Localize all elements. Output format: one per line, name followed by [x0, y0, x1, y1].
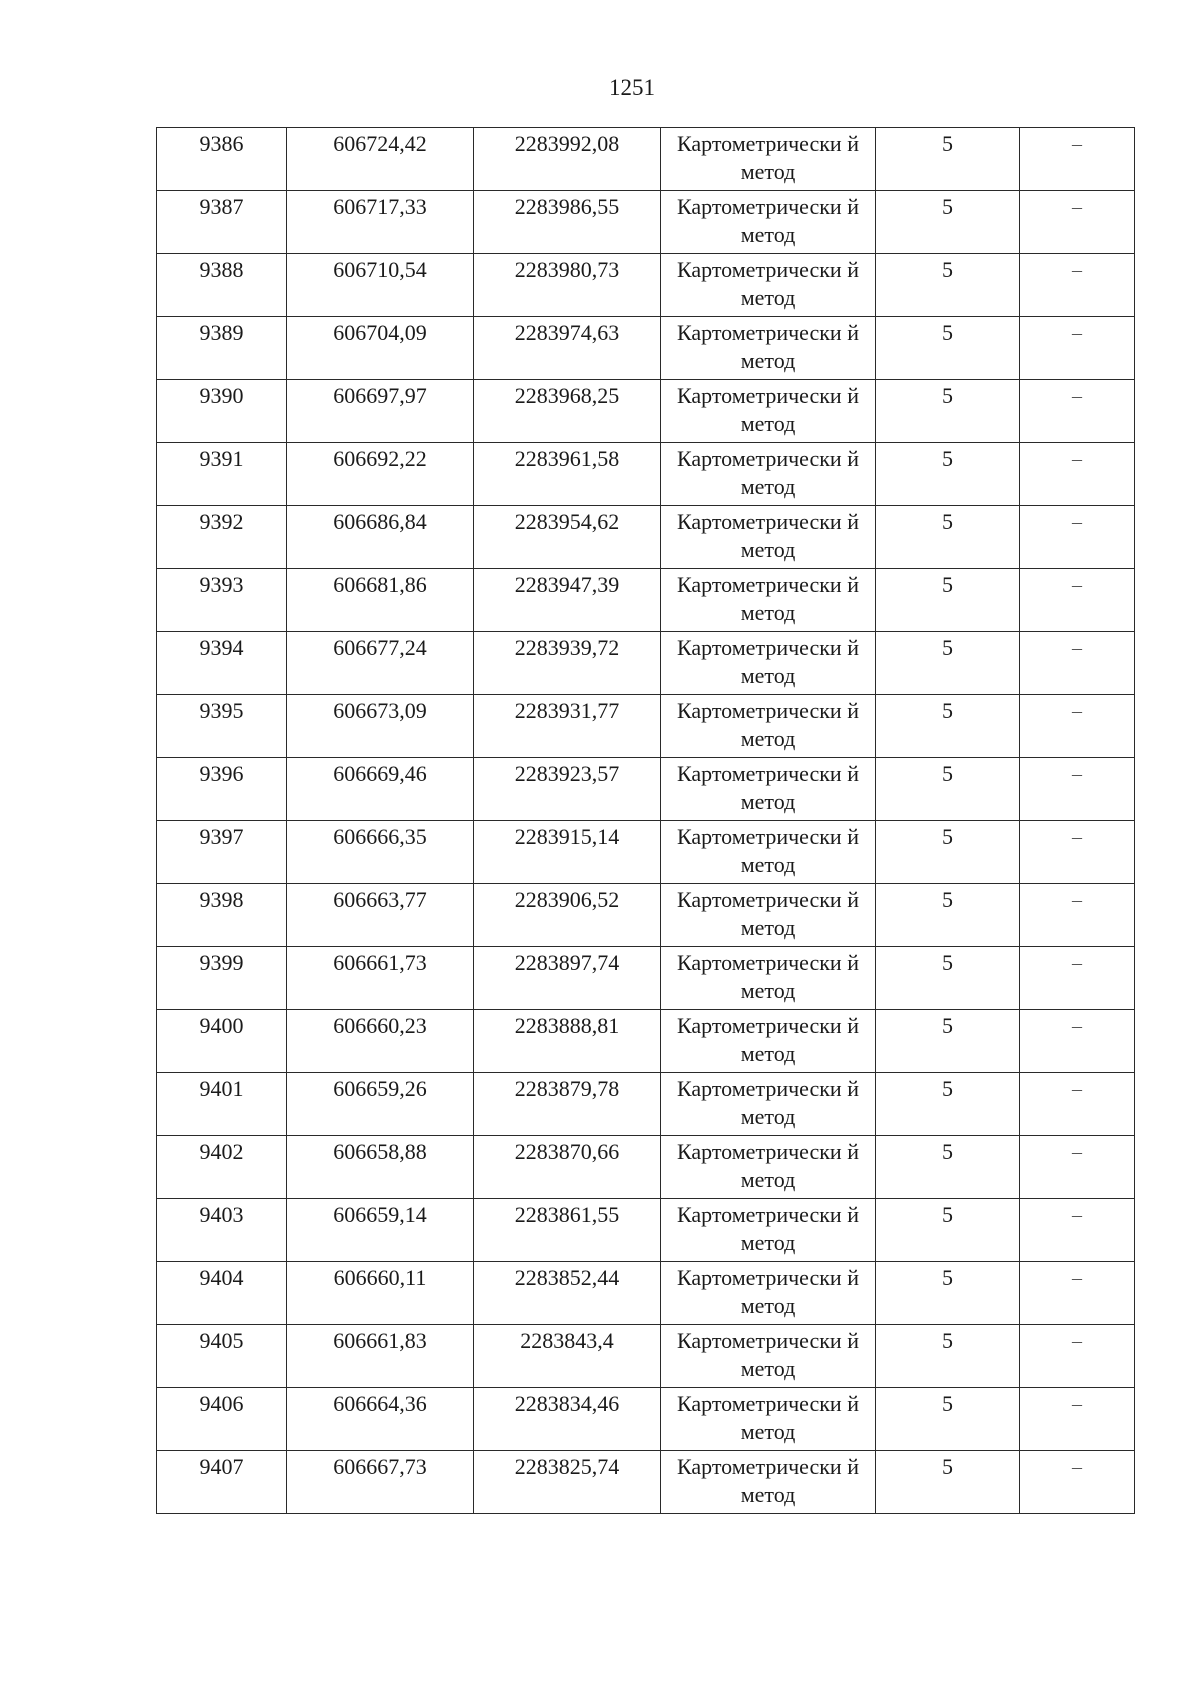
point-id-cell [157, 695, 287, 758]
method-cell [661, 569, 876, 632]
accuracy-cell-text: 5 [942, 257, 953, 282]
note-cell-text: – [1072, 1078, 1082, 1100]
y-coordinate-cell-text: 2283954,62 [514, 509, 620, 534]
point-id-cell [157, 191, 287, 254]
y-coordinate-cell-text: 2283888,81 [514, 1013, 620, 1038]
note-cell-text: – [1072, 133, 1082, 155]
method-cell [661, 884, 876, 947]
point-id-cell [157, 1136, 287, 1199]
method-cell-text: Картометрически й метод [677, 1265, 859, 1318]
method-cell [661, 821, 876, 884]
method-cell-text: Картометрически й метод [677, 446, 859, 499]
x-coordinate-cell-text: 606677,24 [333, 635, 427, 660]
point-id-cell-text: 9404 [199, 1265, 244, 1290]
x-coordinate-cell-text: 606666,35 [333, 824, 427, 849]
accuracy-cell-text: 5 [942, 131, 953, 156]
note-cell-text: – [1072, 637, 1082, 659]
y-coordinate-cell-text: 2283870,66 [514, 1139, 620, 1164]
table-row [157, 1451, 1135, 1514]
accuracy-cell [876, 191, 1020, 254]
note-cell-text: – [1072, 448, 1082, 470]
note-cell [1020, 569, 1135, 632]
y-coordinate-cell [474, 695, 661, 758]
table-row [157, 317, 1135, 380]
note-cell-text: – [1072, 322, 1082, 344]
point-id-cell [157, 632, 287, 695]
note-cell [1020, 695, 1135, 758]
y-coordinate-cell-text: 2283834,46 [514, 1391, 620, 1416]
note-cell [1020, 1136, 1135, 1199]
table-row [157, 947, 1135, 1010]
point-id-cell-text: 9401 [199, 1076, 244, 1101]
point-id-cell [157, 1451, 287, 1514]
y-coordinate-cell [474, 128, 661, 191]
method-cell [661, 254, 876, 317]
method-cell-text: Картометрически й метод [677, 509, 859, 562]
x-coordinate-cell-text: 606669,46 [333, 761, 427, 786]
x-coordinate-cell [287, 1262, 474, 1325]
y-coordinate-cell [474, 569, 661, 632]
table-row [157, 254, 1135, 317]
note-cell-text: – [1072, 1204, 1082, 1226]
method-cell-text: Картометрически й метод [677, 1391, 859, 1444]
method-cell [661, 506, 876, 569]
method-cell-text: Картометрически й метод [677, 635, 859, 688]
point-id-cell-text: 9386 [199, 131, 244, 156]
method-cell-text: Картометрически й метод [677, 1202, 859, 1255]
x-coordinate-cell-text: 606659,14 [333, 1202, 427, 1227]
note-cell [1020, 947, 1135, 1010]
x-coordinate-cell-text: 606724,42 [333, 131, 427, 156]
note-cell-text: – [1072, 700, 1082, 722]
y-coordinate-cell [474, 1136, 661, 1199]
accuracy-cell-text: 5 [942, 446, 953, 471]
method-cell-text: Картометрически й метод [677, 257, 859, 310]
y-coordinate-cell [474, 1388, 661, 1451]
accuracy-cell [876, 1073, 1020, 1136]
accuracy-cell [876, 1451, 1020, 1514]
method-cell-text: Картометрически й метод [677, 131, 859, 184]
accuracy-cell [876, 695, 1020, 758]
x-coordinate-cell-text: 606659,26 [333, 1076, 427, 1101]
method-cell [661, 758, 876, 821]
accuracy-cell-text: 5 [942, 1265, 953, 1290]
x-coordinate-cell [287, 821, 474, 884]
point-id-cell-text: 9402 [199, 1139, 244, 1164]
point-id-cell [157, 1010, 287, 1073]
x-coordinate-cell [287, 569, 474, 632]
accuracy-cell [876, 884, 1020, 947]
note-cell-text: – [1072, 1267, 1082, 1289]
y-coordinate-cell-text: 2283968,25 [514, 383, 620, 408]
table-row [157, 758, 1135, 821]
accuracy-cell-text: 5 [942, 194, 953, 219]
point-id-cell-text: 9388 [199, 257, 244, 282]
point-id-cell-text: 9390 [199, 383, 244, 408]
x-coordinate-cell-text: 606692,22 [333, 446, 427, 471]
table-row [157, 569, 1135, 632]
x-coordinate-cell [287, 191, 474, 254]
point-id-cell-text: 9389 [199, 320, 244, 345]
point-id-cell-text: 9387 [199, 194, 244, 219]
y-coordinate-cell-text: 2283961,58 [514, 446, 620, 471]
method-cell [661, 1388, 876, 1451]
accuracy-cell [876, 1262, 1020, 1325]
x-coordinate-cell-text: 606661,73 [333, 950, 427, 975]
note-cell [1020, 1325, 1135, 1388]
note-cell-text: – [1072, 511, 1082, 533]
accuracy-cell [876, 821, 1020, 884]
accuracy-cell [876, 128, 1020, 191]
x-coordinate-cell-text: 606663,77 [333, 887, 427, 912]
method-cell [661, 1136, 876, 1199]
point-id-cell [157, 1325, 287, 1388]
accuracy-cell-text: 5 [942, 320, 953, 345]
point-id-cell [157, 1388, 287, 1451]
note-cell [1020, 191, 1135, 254]
x-coordinate-cell-text: 606667,73 [333, 1454, 427, 1479]
note-cell-text: – [1072, 952, 1082, 974]
y-coordinate-cell [474, 1451, 661, 1514]
accuracy-cell-text: 5 [942, 635, 953, 660]
y-coordinate-cell [474, 632, 661, 695]
accuracy-cell-text: 5 [942, 383, 953, 408]
point-id-cell [157, 380, 287, 443]
y-coordinate-cell [474, 506, 661, 569]
table-row [157, 1199, 1135, 1262]
y-coordinate-cell [474, 821, 661, 884]
y-coordinate-cell [474, 1262, 661, 1325]
note-cell-text: – [1072, 1015, 1082, 1037]
y-coordinate-cell [474, 191, 661, 254]
note-cell [1020, 821, 1135, 884]
x-coordinate-cell-text: 606661,83 [333, 1328, 427, 1353]
method-cell [661, 632, 876, 695]
x-coordinate-cell-text: 606704,09 [333, 320, 427, 345]
x-coordinate-cell [287, 695, 474, 758]
point-id-cell [157, 1199, 287, 1262]
point-id-cell-text: 9405 [199, 1328, 244, 1353]
note-cell-text: – [1072, 574, 1082, 596]
method-cell-text: Картометрически й метод [677, 1454, 859, 1507]
x-coordinate-cell-text: 606717,33 [333, 194, 427, 219]
x-coordinate-cell-text: 606664,36 [333, 1391, 427, 1416]
x-coordinate-cell-text: 606710,54 [333, 257, 427, 282]
x-coordinate-cell [287, 1388, 474, 1451]
y-coordinate-cell [474, 1073, 661, 1136]
x-coordinate-cell-text: 606681,86 [333, 572, 427, 597]
method-cell [661, 1199, 876, 1262]
y-coordinate-cell [474, 380, 661, 443]
note-cell [1020, 317, 1135, 380]
accuracy-cell-text: 5 [942, 887, 953, 912]
accuracy-cell [876, 254, 1020, 317]
x-coordinate-cell [287, 128, 474, 191]
y-coordinate-cell-text: 2283939,72 [514, 635, 620, 660]
table-row [157, 443, 1135, 506]
note-cell-text: – [1072, 1330, 1082, 1352]
point-id-cell-text: 9397 [199, 824, 244, 849]
method-cell [661, 1073, 876, 1136]
accuracy-cell-text: 5 [942, 572, 953, 597]
x-coordinate-cell [287, 1199, 474, 1262]
point-id-cell [157, 821, 287, 884]
note-cell [1020, 1010, 1135, 1073]
y-coordinate-cell-text: 2283974,63 [514, 320, 620, 345]
y-coordinate-cell [474, 884, 661, 947]
x-coordinate-cell-text: 606658,88 [333, 1139, 427, 1164]
point-id-cell-text: 9406 [199, 1391, 244, 1416]
x-coordinate-cell [287, 1325, 474, 1388]
note-cell [1020, 1451, 1135, 1514]
accuracy-cell-text: 5 [942, 1391, 953, 1416]
point-id-cell-text: 9393 [199, 572, 244, 597]
x-coordinate-cell [287, 632, 474, 695]
x-coordinate-cell [287, 884, 474, 947]
accuracy-cell [876, 1010, 1020, 1073]
table-row [157, 191, 1135, 254]
table-row [157, 1325, 1135, 1388]
point-id-cell [157, 1073, 287, 1136]
note-cell [1020, 632, 1135, 695]
x-coordinate-cell-text: 606673,09 [333, 698, 427, 723]
table-row [157, 1010, 1135, 1073]
y-coordinate-cell-text: 2283825,74 [514, 1454, 620, 1479]
point-id-cell [157, 128, 287, 191]
x-coordinate-cell [287, 1136, 474, 1199]
note-cell [1020, 1073, 1135, 1136]
y-coordinate-cell-text: 2283980,73 [514, 257, 620, 282]
point-id-cell-text: 9403 [199, 1202, 244, 1227]
table-row [157, 695, 1135, 758]
point-id-cell-text: 9407 [199, 1454, 244, 1479]
accuracy-cell-text: 5 [942, 1076, 953, 1101]
y-coordinate-cell-text: 2283906,52 [514, 887, 620, 912]
method-cell [661, 380, 876, 443]
point-id-cell [157, 758, 287, 821]
y-coordinate-cell-text: 2283992,08 [514, 131, 620, 156]
point-id-cell [157, 569, 287, 632]
y-coordinate-cell-text: 2283947,39 [514, 572, 620, 597]
note-cell [1020, 884, 1135, 947]
point-id-cell [157, 947, 287, 1010]
y-coordinate-cell-text: 2283879,78 [514, 1076, 620, 1101]
note-cell-text: – [1072, 826, 1082, 848]
point-id-cell-text: 9392 [199, 509, 244, 534]
accuracy-cell-text: 5 [942, 1202, 953, 1227]
accuracy-cell [876, 443, 1020, 506]
y-coordinate-cell [474, 1010, 661, 1073]
method-cell-text: Картометрически й метод [677, 1139, 859, 1192]
accuracy-cell-text: 5 [942, 761, 953, 786]
table-row [157, 506, 1135, 569]
x-coordinate-cell [287, 506, 474, 569]
y-coordinate-cell [474, 947, 661, 1010]
accuracy-cell [876, 632, 1020, 695]
point-id-cell [157, 317, 287, 380]
method-cell-text: Картометрически й метод [677, 824, 859, 877]
accuracy-cell [876, 1325, 1020, 1388]
x-coordinate-cell-text: 606697,97 [333, 383, 427, 408]
point-id-cell-text: 9396 [199, 761, 244, 786]
coordinates-table [156, 127, 1135, 1514]
accuracy-cell-text: 5 [942, 509, 953, 534]
y-coordinate-cell [474, 443, 661, 506]
x-coordinate-cell [287, 1073, 474, 1136]
x-coordinate-cell [287, 254, 474, 317]
accuracy-cell-text: 5 [942, 1328, 953, 1353]
method-cell-text: Картометрически й метод [677, 572, 859, 625]
point-id-cell [157, 254, 287, 317]
point-id-cell [157, 443, 287, 506]
point-id-cell [157, 884, 287, 947]
note-cell [1020, 128, 1135, 191]
method-cell-text: Картометрически й метод [677, 320, 859, 373]
accuracy-cell-text: 5 [942, 950, 953, 975]
accuracy-cell [876, 569, 1020, 632]
x-coordinate-cell [287, 1451, 474, 1514]
accuracy-cell [876, 1136, 1020, 1199]
table-row [157, 380, 1135, 443]
y-coordinate-cell [474, 317, 661, 380]
y-coordinate-cell-text: 2283986,55 [514, 194, 620, 219]
y-coordinate-cell-text: 2283861,55 [514, 1202, 620, 1227]
method-cell [661, 317, 876, 380]
method-cell-text: Картометрически й метод [677, 1013, 859, 1066]
method-cell [661, 1451, 876, 1514]
y-coordinate-cell [474, 1199, 661, 1262]
accuracy-cell [876, 758, 1020, 821]
y-coordinate-cell-text: 2283923,57 [514, 761, 620, 786]
method-cell [661, 1262, 876, 1325]
note-cell [1020, 758, 1135, 821]
table-row [157, 128, 1135, 191]
note-cell [1020, 380, 1135, 443]
accuracy-cell-text: 5 [942, 698, 953, 723]
method-cell [661, 443, 876, 506]
note-cell-text: – [1072, 889, 1082, 911]
point-id-cell-text: 9400 [199, 1013, 244, 1038]
note-cell [1020, 443, 1135, 506]
point-id-cell-text: 9394 [199, 635, 244, 660]
accuracy-cell [876, 947, 1020, 1010]
x-coordinate-cell-text: 606660,23 [333, 1013, 427, 1038]
point-id-cell-text: 9399 [199, 950, 244, 975]
x-coordinate-cell [287, 380, 474, 443]
accuracy-cell-text: 5 [942, 1139, 953, 1164]
x-coordinate-cell-text: 606686,84 [333, 509, 427, 534]
x-coordinate-cell [287, 317, 474, 380]
method-cell [661, 128, 876, 191]
y-coordinate-cell-text: 2283843,4 [520, 1328, 614, 1353]
method-cell-text: Картометрически й метод [677, 194, 859, 247]
x-coordinate-cell [287, 443, 474, 506]
accuracy-cell [876, 1388, 1020, 1451]
y-coordinate-cell-text: 2283897,74 [514, 950, 620, 975]
method-cell-text: Картометрически й метод [677, 1328, 859, 1381]
note-cell-text: – [1072, 385, 1082, 407]
method-cell-text: Картометрически й метод [677, 887, 859, 940]
method-cell-text: Картометрически й метод [677, 1076, 859, 1129]
note-cell-text: – [1072, 1456, 1082, 1478]
x-coordinate-cell [287, 1010, 474, 1073]
table-row [157, 1136, 1135, 1199]
table-row [157, 1262, 1135, 1325]
method-cell-text: Картометрически й метод [677, 950, 859, 1003]
table-row [157, 821, 1135, 884]
accuracy-cell-text: 5 [942, 1013, 953, 1038]
accuracy-cell [876, 380, 1020, 443]
accuracy-cell [876, 506, 1020, 569]
y-coordinate-cell [474, 254, 661, 317]
method-cell [661, 191, 876, 254]
method-cell [661, 947, 876, 1010]
y-coordinate-cell [474, 758, 661, 821]
note-cell-text: – [1072, 196, 1082, 218]
note-cell-text: – [1072, 1141, 1082, 1163]
x-coordinate-cell [287, 947, 474, 1010]
table-row [157, 632, 1135, 695]
table-row [157, 1073, 1135, 1136]
method-cell-text: Картометрически й метод [677, 761, 859, 814]
y-coordinate-cell [474, 1325, 661, 1388]
point-id-cell-text: 9398 [199, 887, 244, 912]
y-coordinate-cell-text: 2283852,44 [514, 1265, 620, 1290]
method-cell [661, 1325, 876, 1388]
point-id-cell-text: 9391 [199, 446, 244, 471]
method-cell-text: Картометрически й метод [677, 383, 859, 436]
table-row [157, 1388, 1135, 1451]
method-cell [661, 1010, 876, 1073]
accuracy-cell-text: 5 [942, 824, 953, 849]
note-cell [1020, 1262, 1135, 1325]
method-cell-text: Картометрически й метод [677, 698, 859, 751]
point-id-cell [157, 506, 287, 569]
x-coordinate-cell-text: 606660,11 [333, 1265, 427, 1290]
table-row [157, 884, 1135, 947]
method-cell [661, 695, 876, 758]
accuracy-cell-text: 5 [942, 1454, 953, 1479]
point-id-cell-text: 9395 [199, 698, 244, 723]
accuracy-cell [876, 317, 1020, 380]
note-cell-text: – [1072, 763, 1082, 785]
coordinates-table-body [157, 128, 1135, 1514]
note-cell-text: – [1072, 1393, 1082, 1415]
page-number: 1251 [609, 75, 655, 100]
note-cell [1020, 254, 1135, 317]
y-coordinate-cell-text: 2283931,77 [514, 698, 620, 723]
note-cell [1020, 506, 1135, 569]
note-cell [1020, 1199, 1135, 1262]
point-id-cell [157, 1262, 287, 1325]
y-coordinate-cell-text: 2283915,14 [514, 824, 620, 849]
accuracy-cell [876, 1199, 1020, 1262]
note-cell-text: – [1072, 259, 1082, 281]
x-coordinate-cell [287, 758, 474, 821]
note-cell [1020, 1388, 1135, 1451]
